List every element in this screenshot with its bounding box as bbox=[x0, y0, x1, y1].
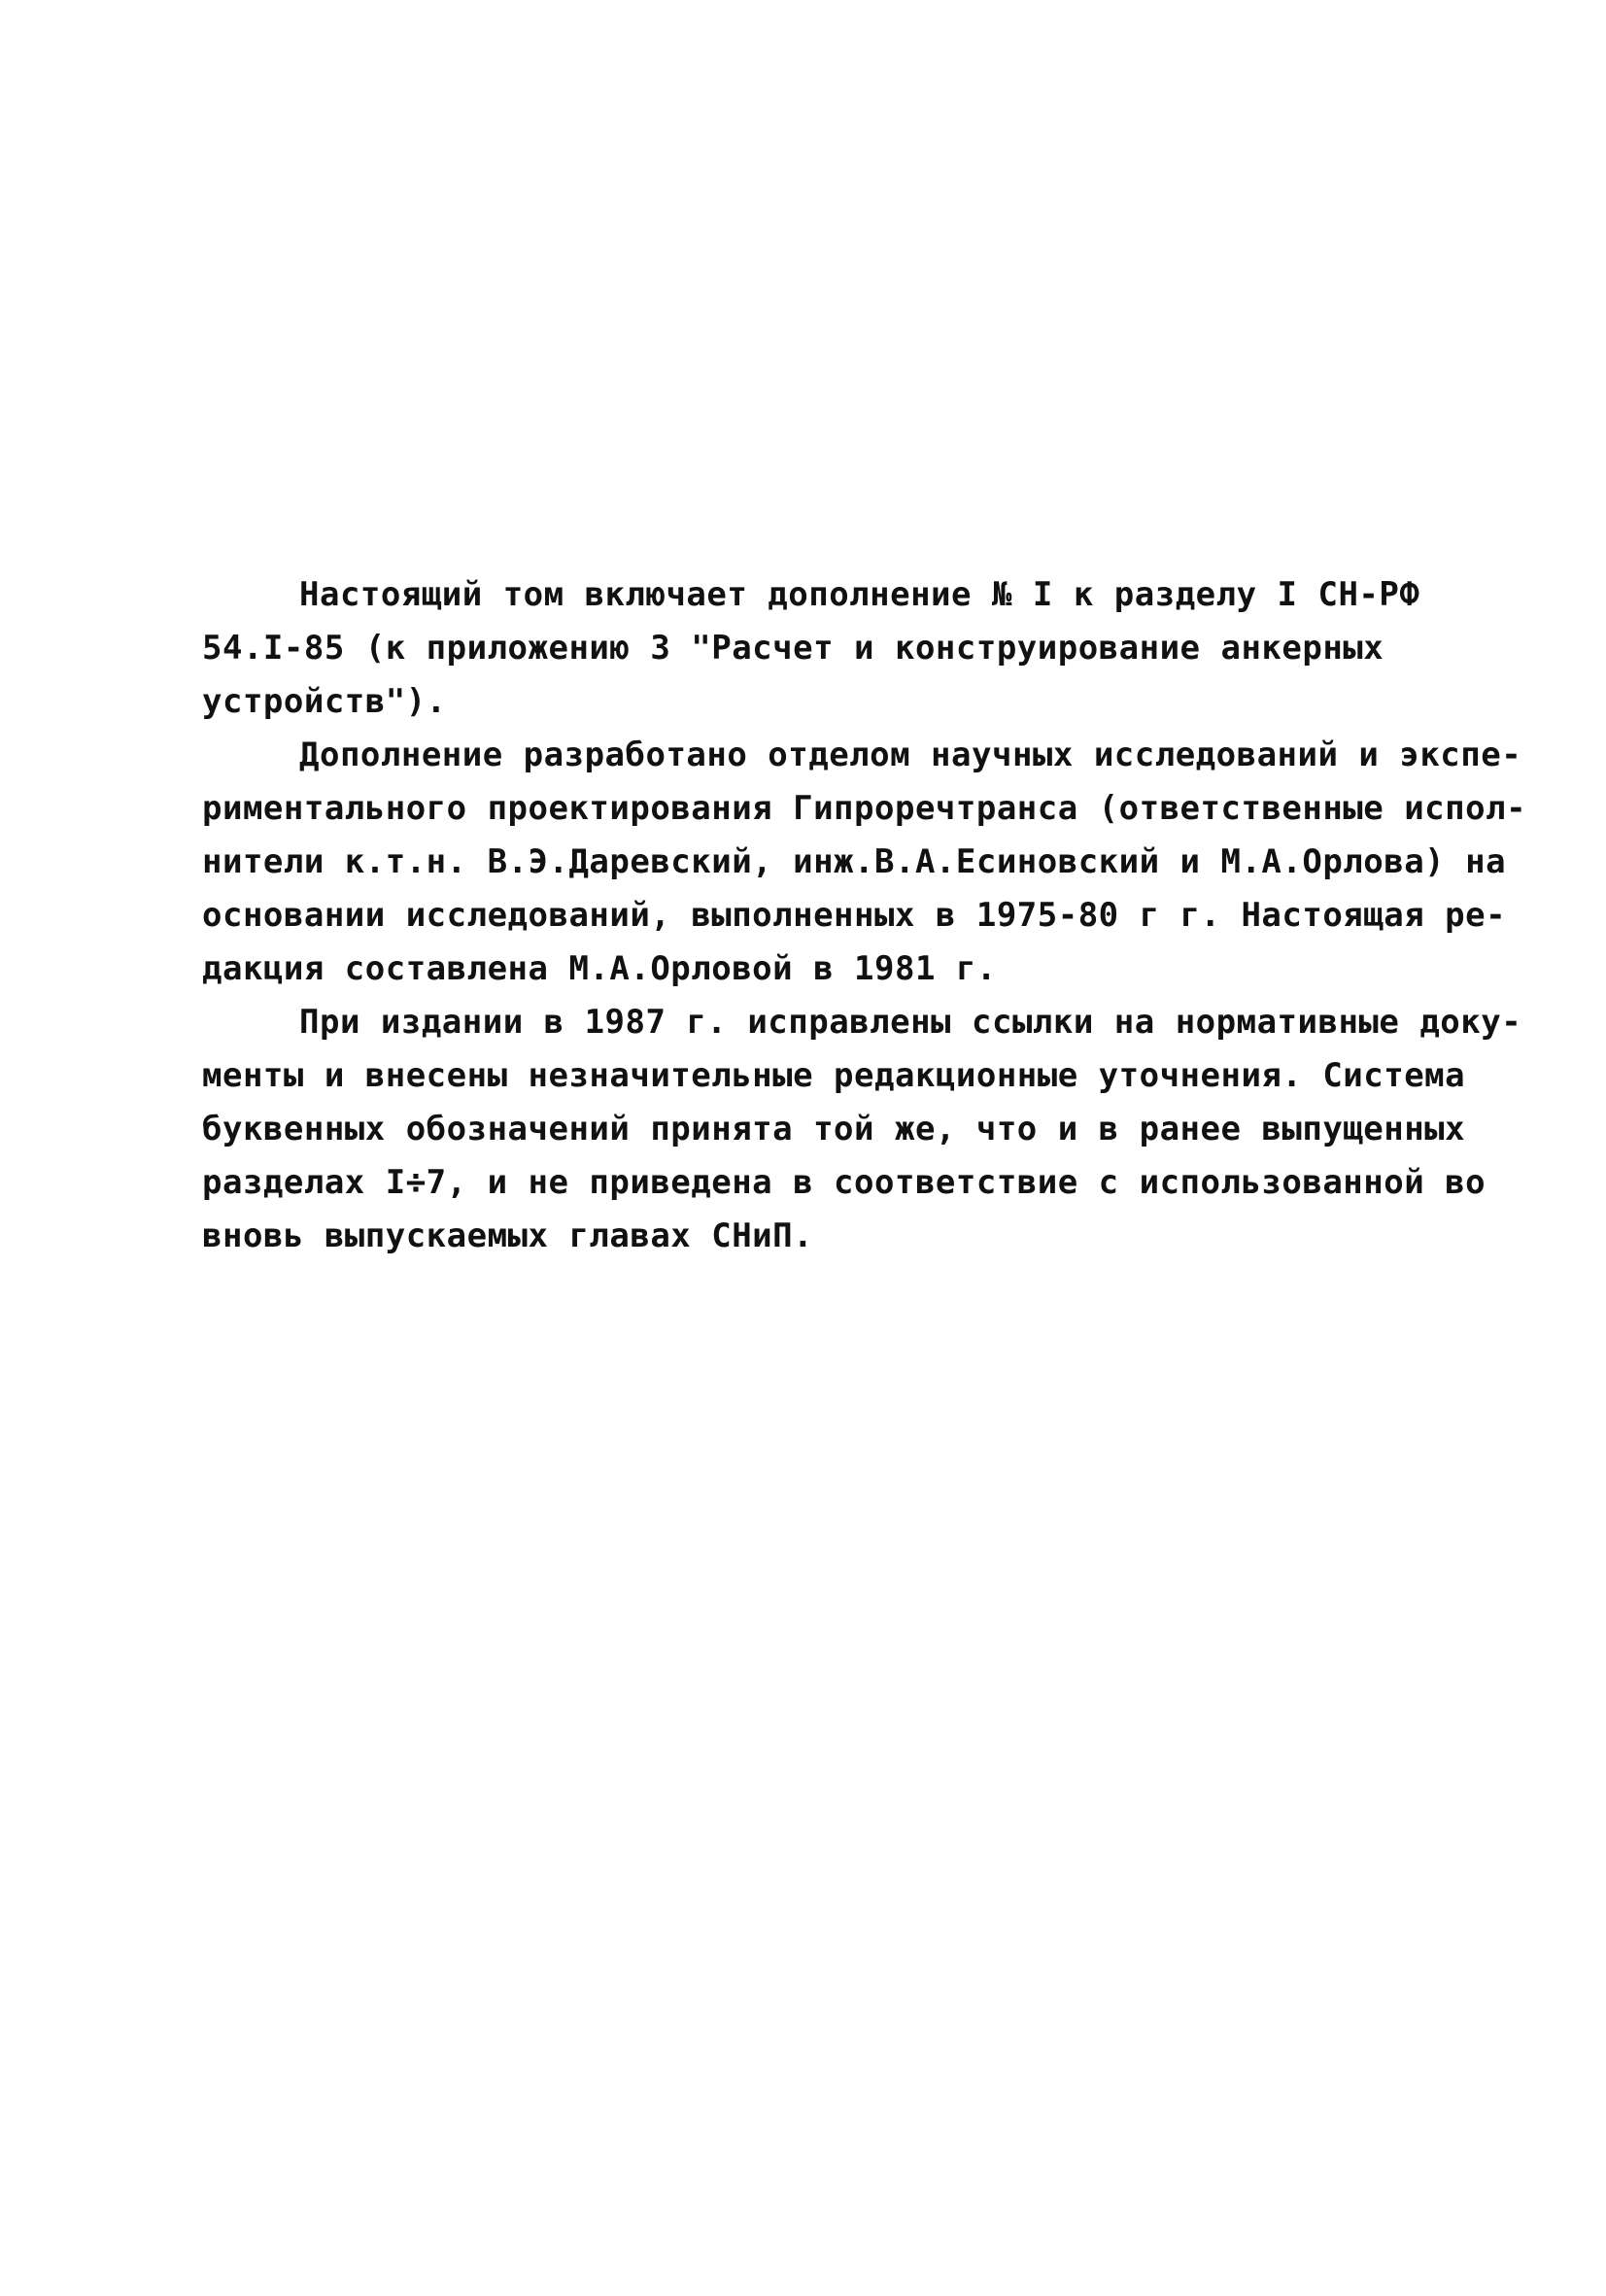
paragraph-line: разделах I÷7, и не приведена в соответствие с использованной во bbox=[202, 1163, 1486, 1202]
paragraph-2 bbox=[202, 729, 1527, 996]
body-text bbox=[202, 568, 1527, 1263]
paragraph-line: 54.I-85 (к приложению 3 "Расчет и конструирование анкерных bbox=[202, 629, 1384, 668]
paragraph-1 bbox=[202, 568, 1455, 729]
paragraph-line: дакция составлена М.А.Орловой в 1981 г. bbox=[202, 949, 997, 988]
paragraph-line: При издании в 1987 г. исправлены ссылки на нормативные доку- bbox=[299, 1003, 1522, 1042]
paragraph-line: вновь выпускаемых главах СНиП. bbox=[202, 1217, 814, 1255]
paragraph-line: Дополнение разработано отделом научных исследований и экспе- bbox=[299, 736, 1522, 774]
paragraph-line: основании исследований, выполненных в 1975-80 г г. Настоящая ре- bbox=[202, 896, 1507, 935]
paragraph-3 bbox=[202, 996, 1522, 1263]
paragraph-line: нители к.т.н. В.Э.Даревский, инж.В.А.Есиновский и М.А.Орлова) на bbox=[202, 842, 1507, 881]
paragraph-line: риментального проектирования Гипроречтранса (ответственные испол- bbox=[202, 789, 1527, 828]
paragraph-line: менты и внесены незначительные редакционные уточнения. Система bbox=[202, 1056, 1466, 1095]
paragraph-line: устройств"). bbox=[202, 682, 447, 721]
paragraph-line: буквенных обозначений принята той же, что и в ранее выпущенных bbox=[202, 1110, 1466, 1148]
paragraph-line: Настоящий том включает дополнение № I к разделу I СН-РФ bbox=[299, 575, 1420, 614]
